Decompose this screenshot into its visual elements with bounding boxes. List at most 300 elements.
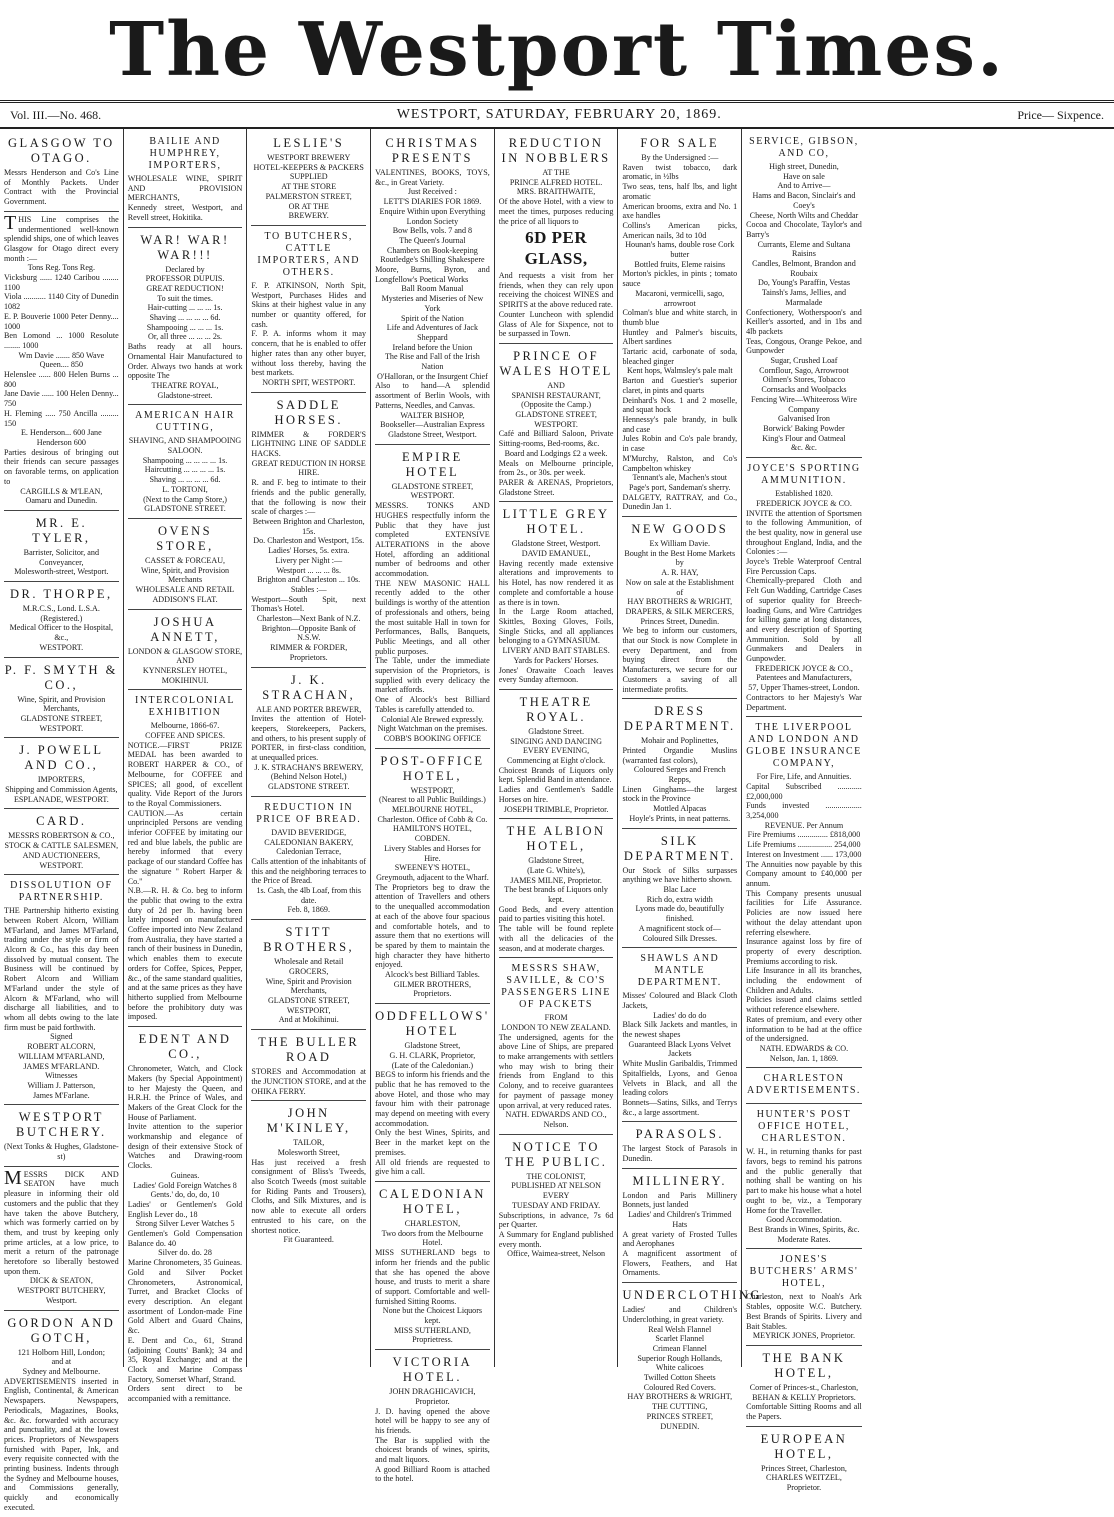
ad-line: J. D. having opened the above hotel will be happy to see any of his friends.: [375, 1406, 490, 1435]
ad-line: Livery per Night :—: [275, 555, 343, 565]
ad-line: RIMMER & FORDER, Proprietors.: [270, 643, 348, 662]
ad-line: Teas, Congous, Orange Pekoe, and Gunpowder: [746, 336, 862, 356]
advertisement: [4, 1311, 119, 1517]
ad-line: ADVERTISEMENTS inserted in English, Continental, & American Newspapers. Newspapers, Periodicals, Magazines, Books, &c. &c. forwarded with accuracy and punctuality, and at the lowest prices. Proprietors of Newspapers furnished with Paper, Ink, and every requisite connected with the printing business. Indents through the Sydney and Melbourne houses, and Commissions generally, quickly and economically executed.: [4, 1376, 119, 1512]
ad-line: Do. Charleston and Westport, 15s.: [253, 536, 365, 546]
ad-line: Stables :—: [290, 584, 327, 594]
ad-line: Invite attention to the superior workmanship and elegance of design of their extensive Stock of Watches and Drawing-room Clocks.: [127, 1122, 243, 1171]
ad-line: JOHN DRAGHICAVICH, Proprietor.: [389, 1387, 476, 1406]
ad-line: Hams and Bacon, Sinclair's and Coey's: [752, 191, 856, 210]
ad-heading: PARASOLS.: [635, 1127, 724, 1142]
masthead: [0, 0, 1114, 103]
ad-heading: ODDFELLOWS' HOTEL: [375, 1009, 490, 1039]
ad-line: American brooms, extra and No. 1 axe handles: [622, 201, 738, 221]
ad-line: Interest on Investment ...... 173,000: [746, 849, 862, 859]
column-4: [371, 129, 495, 1484]
advertisement: [499, 131, 614, 344]
ad-line: ADDISON'S FLAT.: [152, 594, 218, 604]
advertisement: [746, 1346, 862, 1427]
ad-line: GLADSTONE STREET,: [20, 713, 103, 723]
ad-line: Of the above Hotel, with a view to meet the times, purposes reducing the price of all liquors to: [498, 197, 614, 226]
ad-line: Cornflour, Sago, Arrowroot: [759, 365, 849, 375]
ad-line: Just Received :: [407, 187, 457, 197]
ad-heading: LESLIE'S: [273, 136, 345, 150]
ad-line: Wm Davie ....... 850 Wave Queen.... 850: [18, 350, 105, 370]
ad-heading: FOR SALE: [640, 136, 720, 150]
column-5: [495, 129, 619, 1367]
issue-price: Price— Sixpence.: [1017, 107, 1104, 122]
ad-line: Printed Organdie Muslins (warranted fast colors),: [622, 745, 738, 765]
ad-line: Princes Street, Charleston,: [761, 1463, 847, 1473]
ad-line: 6D PER GLASS,: [524, 228, 588, 268]
ad-line: JAMES M'FARLAND.: [23, 1061, 100, 1071]
ad-line: RIMMER & FORDER'S LIGHTNING LINE OF SADDLE HACKS.: [251, 429, 367, 459]
ad-line: Hoyle's Prints, in neat patterns.: [629, 813, 731, 823]
ad-line: Tennant's ale, Machen's stout: [632, 473, 728, 483]
ad-line: ESPLANADE, WESTPORT.: [13, 794, 109, 804]
advertisement: [128, 131, 243, 228]
advertisement: [4, 582, 119, 658]
ad-line: Having recently made extensive alterations and improvements to his Hotel, has now rendered it as complete and comfortable a house as there is in town.: [498, 558, 614, 607]
ad-line: MESSRS ROBERTSON & CO.,: [8, 831, 115, 841]
ad-line: PALMERSTON STREET,: [265, 191, 352, 201]
ad-line: A magnificent assortment of Flowers, Feathers, and Hat Ornaments.: [622, 1248, 738, 1278]
ad-line: 121 Holborn Hill, London;: [17, 1347, 105, 1357]
ad-line: MEYRICK JONES, Proprietor.: [752, 1331, 855, 1341]
ad-heading: GORDON AND GOTCH,: [7, 1315, 116, 1345]
ad-line: Oilmen's Stores, Tobacco: [762, 375, 846, 385]
ad-line: (Behind Nelson Hotel,): [270, 772, 347, 782]
ad-line: Charleston. Office of Cobb & Co.: [377, 814, 488, 824]
ad-line: A great variety of Frosted Tulles and Aerophanes: [622, 1229, 738, 1249]
ad-line: Misses' Coloured and Black Cloth Jackets,: [622, 991, 738, 1010]
ad-line: Guineas.: [170, 1170, 200, 1180]
ad-heading: CARD.: [36, 814, 87, 829]
ad-line: Or, all three ... ... ... 2s.: [147, 332, 223, 342]
ad-line: The Proprietors beg to draw the attention of Travellers and others to the unequalled accommodation at each of the above four spacious and comfortable hotels, and to assure them that no exertions will be spared by them to maintain the high character they have hitherto enjoyed.: [375, 882, 490, 970]
ad-line: MESSRS. TONKS AND HUGHES respectfully inform the Public that they have just completed EXTENSIVE ALTERATIONS in the above Hotel, affording an additional number of bedrooms and other accommodation.: [375, 501, 490, 579]
advertisement: [622, 829, 737, 949]
ad-line: MRS. BRAITHWAITE,: [516, 187, 596, 197]
ad-line: Huntley and Palmer's biscuits, Albert sardines: [622, 327, 738, 347]
ad-line: DAVID EMANUEL,: [521, 549, 591, 559]
ad-line: SHAVING, AND SHAMPOOING SALOON.: [128, 436, 242, 456]
ad-line: Comfortable Sitting Rooms and all the Papers.: [746, 1402, 862, 1422]
ad-line: Shaving ... ... ... ... 6d.: [149, 475, 221, 485]
advertisement: [499, 958, 614, 1134]
ad-line: Vicksburg ...... 1240 Caribou ........ 1100: [4, 273, 119, 292]
ad-line: In the Large Room attached, Skittles, Boxing Gloves, Foils, Single Sticks, and all appliances belonging to a GYMNASIUM.: [498, 607, 614, 646]
ad-line: Mohair and Poplinettes,: [641, 736, 719, 746]
advertisement: [251, 131, 366, 226]
ad-line: Hennessy's pale brandy, in bulk and case: [622, 414, 738, 434]
ad-line: Melbourne, 1866-67.: [150, 721, 220, 731]
advertisement: [375, 131, 490, 445]
ad-line: Gladstone Street, Westport.: [388, 429, 477, 439]
ad-line: Gladstone Street,: [404, 1041, 461, 1051]
ad-line: The undersigned, agents for the above Line of Ships, are prepared to make arrangements with settlers who may wish to bring their friends from England to this Colony, and to receive guarantees for payment of passage money upon arrival, at very reduced rates.: [498, 1032, 614, 1110]
ad-line: (Next to the Camp Store,): [143, 494, 227, 504]
ad-line: Ireland before the Union: [392, 342, 473, 352]
ad-line: Jules Robin and Co's pale brandy, in case: [622, 434, 738, 454]
ad-line: HOTEL-KEEPERS & PACKERS: [253, 162, 364, 172]
ad-line: (Late G. White's),: [527, 865, 586, 875]
advertisement: [4, 658, 119, 739]
ad-line: Moore, Burns, Byron, and Longfellow's Poetical Works: [375, 265, 490, 284]
ad-line: Nelson, Jan. 1, 1869.: [769, 1053, 839, 1063]
ad-heading: EUROPEAN HOTEL,: [760, 1431, 848, 1461]
ad-line: O'Halloran, or the Insurgent Chief: [377, 371, 488, 381]
ad-line: F. P. ATKINSON, North Spit, Westport, Purchases Hides and Skins at their highest value in any number or quantity offered, for cash.: [251, 280, 367, 329]
ad-line: London Society: [406, 216, 459, 226]
ad-line: GREAT REDUCTION IN HORSE HIRE.: [251, 458, 366, 478]
advertisement: [499, 344, 614, 502]
ad-line: HAY BROTHERS & WRIGHT,: [627, 597, 733, 607]
ad-line: Cocoa and Chocolate, Taylor's and Barry's: [746, 220, 862, 239]
ad-line: (Nearest to all Public Buildings.): [379, 795, 486, 805]
ad-line: A. R. HAY,: [661, 568, 699, 578]
ad-heading: LITTLE GREY HOTEL.: [502, 507, 610, 537]
advertisement: [375, 445, 490, 749]
volume-number: Vol. III.—No. 468.: [10, 107, 102, 122]
ad-line: Coloured Red Covers.: [643, 1382, 716, 1392]
ad-line: Shipping and Commission Agents,: [5, 785, 118, 795]
advertisement: [251, 797, 366, 920]
ad-line: High street, Dunedin,: [769, 162, 839, 171]
ad-line: MOKIHINUI.: [161, 675, 209, 685]
ad-line: HAY BROTHERS & WRIGHT,: [627, 1392, 733, 1402]
column-3: [247, 129, 371, 1367]
ad-line: And requests a visit from her friends, when they can rely upon receiving the choicest WINES and SPIRITS at the above reduced rate.: [498, 271, 614, 310]
ad-line: Wine, Spirit, and Provision Merchants: [141, 565, 230, 585]
ad-line: Commencing at Eight o'clock.: [507, 756, 606, 766]
ad-line: THE NEW MASONIC HALL recently added to the other buildings is worthy of the attention of professionals and others, being the most suitable Hall in town for Performances, Balls, Banquets, Public Meetings, and all other public purposes.: [375, 578, 490, 656]
advertisement: [251, 668, 366, 797]
ad-heading: GLASGOW TO OTAGO.: [8, 136, 115, 165]
ad-line: W. H., in returning thanks for past favors, begs to remind his patrons and the public generally that nothing shall be wanting on his part to make his house what a hotel ought to be, viz., a Temporary Home for the Traveller.: [746, 1147, 862, 1215]
ad-line: MELBOURNE HOTEL,: [391, 805, 473, 815]
ad-line: &c. &c.: [791, 443, 817, 453]
ad-line: Two doors from the Melbourne Hotel.: [381, 1228, 484, 1248]
ad-line: Our Stock of Silks surpasses anything we have hitherto shown.: [622, 865, 738, 885]
ad-line: KYNNERSLEY HOTEL,: [142, 665, 228, 675]
ad-heading: PRINCE OF WALES HOTEL: [499, 348, 613, 378]
ad-line: Rates of premium, and every other information to be had at the office of the undersigned.: [746, 1014, 862, 1044]
ad-line: CALEDONIAN BAKERY,: [264, 837, 354, 847]
advertisement: [746, 1104, 862, 1249]
column-2: [124, 129, 248, 1404]
ad-line: For Fire, Life, and Annuities.: [756, 772, 852, 782]
ad-heading: JOHN M'KINLEY,: [266, 1106, 351, 1136]
ad-line: HAMILTON'S HOTEL, COBDEN.: [393, 824, 472, 844]
ad-line: Crimean Flannel: [652, 1343, 707, 1353]
ad-line: Superior Rough Hollands,: [637, 1353, 723, 1363]
ad-line: Confectionery, Wotherspoon's and Keiller's assorted, and in 1bs and 4lb packets: [746, 307, 862, 336]
ad-line: AND: [547, 380, 565, 390]
ad-line: 57, Upper Thames-street, London.: [748, 683, 860, 693]
ad-line: Collins's American picks, American nails, 3d to 10d: [622, 220, 738, 240]
advertisement: [375, 1004, 490, 1182]
ad-line: Good Accommodation.: [766, 1215, 842, 1225]
ad-heading: MILLINERY.: [632, 1173, 728, 1188]
ad-line: Deinhard's Nos. 1 and 2 moselle, and squat hock: [622, 395, 738, 415]
ad-line: GLADSTONE STREET, WESTPORT.: [515, 410, 597, 429]
ad-line: LONDON & GLASGOW STORE,: [127, 646, 243, 656]
ad-line: Haircutting ... ... ... ... 1s.: [144, 465, 226, 475]
ad-line: Coloured Serges and French Repps,: [633, 765, 726, 785]
ad-line: Orders sent direct to be accompanied with a remittance.: [127, 1384, 243, 1404]
advertisement: [251, 1101, 366, 1249]
advertisement: [746, 458, 862, 717]
ad-line: FREDERICK JOYCE & CO.,: [755, 663, 853, 673]
ad-line: GLADSTONE STREET.: [267, 782, 350, 792]
ad-line: THE Partnership hitherto existing between Robert Alcorn, William M'Farland, and James M'Farland, trading under the style or firm of Alcorn & Co., has this day been dissolved by mutual consent. The Business will be continued by Robert Alcorn and William M'Farland under the style of Alcorn & M'Farland, who will discharge all liabilities, and to whom all debts owing to the late firm must be paid forthwith.: [4, 906, 119, 1032]
ad-line: Viola ........... 1140 City of Dunedin 1082: [4, 292, 119, 312]
ad-line: ALE AND PORTER BREWER,: [256, 704, 362, 714]
ad-line: Colman's blue and white starch, in thumb blue: [622, 308, 738, 327]
ad-line: To suit the times.: [157, 293, 213, 303]
ad-line: Wholesale and Retail: [274, 957, 344, 967]
ad-line: Black Silk Jackets and mantles, in the newest shapes: [622, 1020, 738, 1040]
ad-heading: EMPIRE HOTEL: [401, 449, 463, 479]
ad-line: CHARLES WEITZEL,: [766, 1473, 842, 1483]
ad-line: Ball Room Manual: [401, 284, 464, 294]
ad-heading: DR. THORPE,: [10, 587, 113, 602]
ad-line: The table will be found replete with all the delicacies of the season, and at moderate charges.: [498, 924, 614, 953]
ad-line: London and Paris Millinery Bonnets, just landed: [622, 1190, 738, 1210]
ad-heading: CHRISTMAS PRESENTS: [385, 136, 480, 165]
ad-line: SUPPLIED: [289, 172, 328, 182]
ad-line: Corner of Princes-st., Charleston,: [749, 1382, 859, 1392]
ad-line: Cornsacks and Woolpacks: [761, 385, 847, 395]
ad-line: GLADSTONE STREET, WESTPORT,: [267, 996, 350, 1015]
ad-line: Ladies' Gold Foreign Watches 8: [133, 1180, 237, 1190]
ad-line: Feb. 8, 1869.: [287, 905, 330, 915]
advertisement: [622, 131, 737, 517]
ad-line: Spirit of the Nation: [401, 313, 464, 323]
ad-line: The Annuities now payable by this Company amount to £40,000 per annum.: [746, 859, 862, 888]
ad-line: Sugar, Crushed Loaf: [770, 356, 838, 366]
ad-line: E. Henderson... 600 Jane Henderson 600: [20, 428, 102, 447]
ad-heading: TO BUTCHERS, CATTLE IMPORTERS, AND OTHERS.: [257, 230, 361, 278]
advertisement: [499, 1135, 614, 1263]
ad-line: Capital Subscribed ............ £2,000,000: [746, 781, 862, 801]
dateline: [0, 103, 1114, 129]
advertisement: [746, 1427, 862, 1497]
ad-line: King's Flour and Oatmeal: [762, 433, 846, 443]
ad-line: Charleston—Next Bank of N.Z.: [256, 614, 361, 624]
ad-line: Hair-cutting ... ... ... 1s.: [147, 303, 223, 313]
ad-heading: SERVICE, GIBSON, AND CO,: [749, 136, 859, 159]
ad-line: Barrister, Solicitor, and Conveyancer,: [23, 547, 99, 567]
ad-line: WESTPORT.: [410, 491, 455, 501]
ad-line: Gladstone Street.: [528, 726, 584, 736]
masthead-title: The Westport Times.: [109, 7, 1005, 93]
ad-line: DUNEDIN.: [660, 1421, 700, 1431]
ad-line: VALENTINES, BOOKS, TOYS, &c., in Great Variety.: [375, 168, 490, 187]
ad-line: Barton and Guestier's superior claret, in pints and quarts: [622, 376, 738, 395]
advertisement: [251, 393, 366, 668]
ad-line: PROFESSOR DUPUIS.: [145, 274, 225, 284]
ad-heading: JOYCE'S SPORTING AMMUNITION.: [747, 463, 861, 487]
ad-heading: REDUCTION IN PRICE OF BREAD.: [256, 801, 362, 825]
ad-line: Gladstone Street, Westport.: [511, 539, 601, 549]
advertisement: [746, 717, 862, 1068]
ad-heading: MR. E. TYLER,: [32, 515, 91, 545]
advertisement: [4, 212, 119, 511]
ad-line: White Muslin Garibaldis, Trimmed Spitalfields, Lyons, and Genoa Velvets in Black, and all the leading colors: [622, 1059, 738, 1098]
ad-line: Gladstone-street.: [157, 390, 213, 400]
ad-line: Café and Billiard Saloon, Private Sitting-rooms, Bed-rooms, &c.: [498, 429, 614, 449]
ad-heading: BAILIE AND HUMPHREY, IMPORTERS,: [148, 136, 222, 171]
ad-line: Alcock's best Billiard Tables.: [385, 970, 480, 980]
advertisement: [622, 699, 737, 828]
ad-heading: OVENS STORE,: [156, 523, 214, 553]
ad-line: WILLIAM M'FARLAND,: [18, 1051, 105, 1061]
ad-line: Helenslee ...... 800 Helen Burns ... 800: [4, 370, 119, 389]
ad-line: Choicest Brands of Liquors only kept. Splendid Band in attendance.: [498, 765, 614, 785]
ad-heading: JOSHUA ANNETT,: [150, 614, 220, 644]
ad-line: GLADSTONE STREET.: [144, 504, 226, 514]
ad-line: WALTER BISHOP,: [400, 410, 465, 420]
ad-line: WESTPORT,: [410, 785, 455, 795]
ad-line: PUBLISHED AT NELSON EVERY: [511, 1181, 601, 1201]
ad-line: FROM: [544, 1013, 568, 1023]
ad-line: Chambers on Book-keeping: [386, 245, 478, 255]
advertisement: [746, 1068, 862, 1104]
ad-line: Marine Chronometers, 35 Guineas.: [128, 1258, 243, 1268]
ad-line: OR AT THE: [288, 201, 329, 211]
ad-heading: SADDLE HORSES.: [274, 397, 343, 427]
ad-line: WESTPORT BUTCHERY,: [17, 1286, 106, 1296]
ad-heading: J. POWELL AND CO.,: [19, 743, 104, 773]
ad-line: THIS Line comprises the undermentioned well-known splendid ships, one of which leaves Glasgow for Otago direct every month :—: [4, 211, 119, 263]
ad-line: Shaving ... ... ... ... 6d.: [149, 313, 221, 323]
ad-line: Counter Luncheon with splendid Glass of Ale for Sixpence, not to be surpassed in Town.: [498, 309, 614, 339]
ad-line: Wine, Spirit, and Provision Merchants,: [17, 694, 106, 714]
ad-line: COFFEE AND SPICES.: [145, 731, 225, 741]
ad-line: LIVERY AND BAIT STABLES.: [502, 646, 610, 656]
ad-line: ROBERT ALCORN,: [27, 1042, 96, 1052]
ad-line: THE CUTTING,: [652, 1402, 708, 1412]
ad-heading: THE ALBION HOTEL,: [506, 824, 606, 854]
ad-line: Strong Silver Lever Watches 5: [135, 1219, 235, 1229]
ad-line: Policies issued and claims settled without reference elsewhere.: [746, 995, 862, 1015]
advertisement: [746, 131, 862, 458]
ad-line: TUESDAY AND FRIDAY.: [511, 1200, 601, 1210]
ad-line: Contractors to her Majesty's War Department.: [746, 692, 862, 712]
ad-line: Proprietor.: [786, 1483, 822, 1493]
ad-line: Life Premiums ................. 254,000: [747, 840, 861, 850]
ad-line: Life Insurance in all its branches, including the endowment of Children and Adults.: [746, 966, 862, 995]
advertisement: [128, 1027, 243, 1408]
advertisement: [128, 690, 243, 1027]
advertisement: [251, 920, 366, 1030]
ad-line: DICK & SEATON,: [29, 1276, 93, 1286]
advertisement: [251, 226, 366, 393]
ad-line: Raven twist tobacco, dark aromatic, in ½lbs: [622, 162, 738, 182]
ad-line: The Bar is supplied with the choicest brands of wines, spirits, and malt liquors.: [375, 1435, 490, 1465]
ad-line: Established 1820.: [775, 489, 833, 499]
ad-line: LETT'S DIARIES FOR 1869.: [383, 197, 482, 207]
ad-line: Princes Street, Dunedin.: [640, 616, 720, 626]
advertisement: [375, 1182, 490, 1350]
ad-line: SINGING AND DANCING EVERY EVENING,: [510, 736, 602, 756]
advertisement: [128, 228, 243, 406]
ad-heading: MESSRS SHAW, SAVILLE, & CO'S PASSENGERS LINE OF PACKETS: [501, 963, 611, 1011]
ad-line: J. K. STRACHAN'S BREWERY,: [254, 762, 364, 772]
ad-line: Joyce's Treble Waterproof Central Fire Percussion Caps.: [746, 557, 862, 576]
ad-line: Brighton—Opposite Bank of N.S.W.: [261, 623, 356, 643]
ad-line: BEHAN & KELLY Proprietors.: [752, 1392, 856, 1402]
ad-line: Yards for Packers' Horses.: [513, 655, 599, 665]
ad-line: Two seas, tens, half lbs, and light aromatic: [622, 182, 738, 201]
ad-heading: STITT BROTHERS,: [263, 925, 355, 955]
ad-heading: INTERCOLONIAL EXHIBITION: [135, 695, 236, 719]
ad-line: Charleston, next to Noah's Ark Stables, opposite W.C. Butchery. Best Brands of Spirits. Livery and Bait Stables.: [746, 1292, 862, 1331]
ad-line: Mottled Alpacas: [653, 804, 707, 814]
ad-line: Ladies' and Children's Trimmed Hats: [628, 1210, 732, 1229]
ad-line: Shampooing ... ... ... ... 1s.: [142, 455, 228, 465]
ad-line: William J. Patterson,: [27, 1080, 96, 1090]
ad-line: AND AUCTIONEERS,: [22, 850, 101, 860]
advertisement: [622, 517, 737, 699]
advertisement: [622, 1283, 768, 1435]
ad-line: TAILOR,: [293, 1138, 325, 1148]
advertisement: [746, 1249, 862, 1346]
ad-line: THE COLONIST,: [526, 1171, 586, 1181]
ad-line: Linen Ginghams—the largest stock in the Province: [622, 784, 738, 804]
ad-line: Bought in the Best Home Markets by: [624, 548, 736, 568]
ad-line: Fit Guaranteed.: [283, 1235, 334, 1245]
ad-line: WESTPORT BREWERY: [267, 153, 351, 162]
ad-heading: DRESS DEPARTMENT.: [623, 704, 736, 734]
ad-line: CARGILLS & M'LEAN,: [20, 486, 103, 496]
ad-line: Sydney and Melbourne.: [22, 1366, 101, 1376]
ad-line: Tartaric acid, carbonate of soda, bleached ginger: [622, 347, 738, 366]
ad-line: We beg to inform our customers, that our Stock is now Complete in every Department, and from buying direct from the Manufacturers, we secure for our Customers a saving of all intermediate profits.: [622, 626, 738, 694]
ad-line: STOCK & CATTLE SALESMEN,: [4, 841, 119, 851]
ad-line: STORES and Accommodation at the JUNCTION STORE, and at the OHIKA FERRY.: [251, 1067, 367, 1096]
ad-line: WESTPORT.: [39, 723, 84, 733]
advertisement: [499, 819, 614, 958]
ad-line: Currants, Eleme and Sultana Raisins: [757, 239, 851, 259]
ad-line: WHOLESALE WINE, SPIRIT AND PROVISION MERCHANTS,: [127, 174, 243, 203]
ad-line: Parties desirous of bringing out their friends can secure passages on favorable terms, on application to: [4, 447, 119, 486]
ad-line: Invites the attention of Hotel-keepers, Storekeepers, Packers, and others, to his present supply of PORTER, in first-class condition, at unequalled prices.: [251, 714, 367, 763]
ad-line: PARER & ARENAS, Proprietors, Gladstone Street.: [498, 477, 614, 497]
ad-line: LONDON TO NEW ZEALAND.: [501, 1022, 611, 1032]
ad-line: And at Mokihinui.: [278, 1015, 339, 1025]
ad-line: Witnesses: [45, 1071, 78, 1081]
ad-line: Gold and Silver Pocket Chronometers, Astronomical, Turret, and Bracket Clocks of every description. An elegant assortment of London-made Fine Gold Albert and Guard Chains, &c.: [127, 1267, 243, 1336]
ad-line: Insurance against loss by fire of property of every description. Premiums according to risk.: [746, 937, 862, 966]
ad-line: Coloured Silk Dresses.: [642, 933, 717, 943]
ad-line: (Next Tonks & Hughes, Gladstone-st): [4, 1142, 119, 1162]
ad-heading: HUNTER'S POST OFFICE HOTEL, CHARLESTON.: [756, 1109, 852, 1145]
ad-line: Westport—South Spit, next Thomas's Hotel.: [251, 594, 367, 614]
ad-line: The Queen's Journal: [399, 235, 466, 245]
ad-line: REVENUE. Per Annum: [764, 820, 844, 830]
ad-line: Cheese, North Wilts and Cheddar: [749, 210, 859, 220]
ad-line: R. and F. beg to intimate to their friends and the public generally, that the following is now their scale of charges :—: [251, 478, 367, 517]
ad-line: Ben Lomond ... 1000 Resolute ........ 1000: [4, 331, 119, 350]
ad-line: Tainsh's Jams, Jellies, and Marmalade: [761, 288, 847, 307]
advertisement: [251, 1030, 366, 1101]
ad-line: White calicoes: [655, 1363, 704, 1373]
ad-line: (Opposite the Camp.): [521, 400, 592, 410]
ad-line: Candles, Belmont, Brandon and Roubaix: [752, 259, 856, 278]
